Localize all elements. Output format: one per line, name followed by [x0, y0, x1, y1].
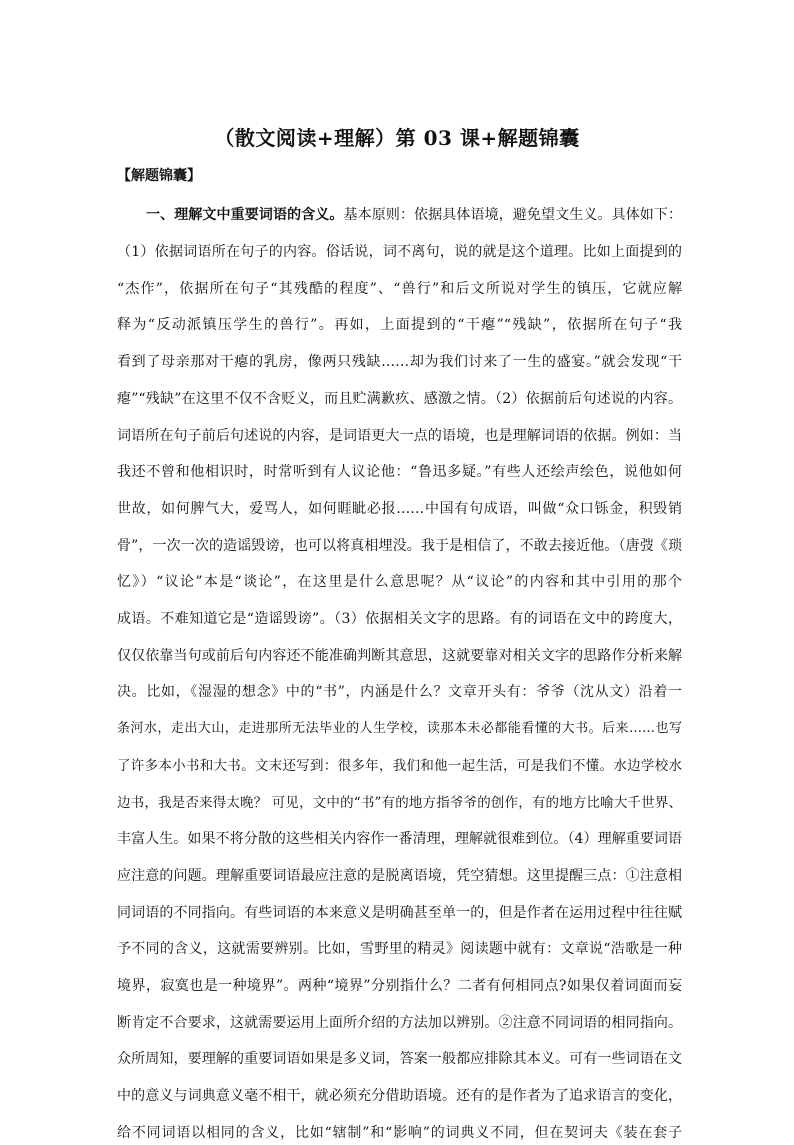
body-line: 予不同的含义，这就需要辨别。比如，雪野里的精灵》阅读题中就有：文章说“浩歌是一种	[117, 941, 682, 957]
body-line: 骨”，一次一次的造谣毁谤，也可以将真相埋没。我于是相信了，不敢去接近他。（唐弢《琐	[117, 538, 682, 554]
first-paragraph-line	[146, 203, 682, 227]
body-line: 世故，如何脾气大，爱骂人，如何睚眦必报……中国有句成语，叫做“众口铄金，积毁销	[117, 501, 682, 517]
page-title: （散文阅读+理解）第 03 课+解题锦囊	[214, 126, 580, 150]
body-line: 仅仅依靠当句或前后句内容还不能准确判断其意思，这就要靠对相关文字的思路作分析来解	[117, 648, 682, 664]
body-line: 词语所在句子前后句述说的内容，是词语更大一点的语境，也是理解词语的依据。例如：当	[117, 428, 682, 444]
section-label: 【解题锦囊】	[117, 168, 201, 184]
body-line: 瘪”“残缺”在这里不仅不含贬义，而且贮满歉疚、感激之情。（2）依据前后句述说的内容。	[117, 391, 682, 407]
body-line: 境界，寂寞也是一种境界”。两种“境界”分别指什么？二者有何相同点?如果仅着词面而妄	[117, 978, 682, 994]
body-line: 给不同词语以相同的含义，比如“辖制”和“影响”的词典义不同，但在契诃夫《装在套子	[117, 1125, 682, 1141]
body-line: （1）依据词语所在句子的内容。俗话说，词不离句，说的就是这个道理。比如上面提到的	[117, 244, 682, 260]
body-line: 同词语的不同指向。有些词语的本来意义是明确甚至单一的，但是作者在运用过程中往往赋	[117, 905, 682, 921]
body-line: “杰作”，依据所在句子“其残酷的程度”、“兽行”和后文所说对学生的镇压，它就应解	[117, 281, 682, 297]
heading-rest-text: 基本原则：依据具体语境，避免望文生义。具体如下：	[343, 207, 682, 223]
body-line: 忆》）“议论”本是“谈论”，在这里是什么意思呢？从“议论”的内容和其中引用的那个	[117, 574, 682, 590]
body-line: 成语。不难知道它是“造谣毁谤”。（3）依据相关文字的思路。有的词语在文中的跨度大，	[117, 611, 682, 627]
body-line: 中的意义与词典意义毫不相干，就必须充分借助语境。还有的是作者为了追求语言的变化，	[117, 1088, 682, 1104]
body-line: 断肯定不合要求，这就需要运用上面所介绍的方法加以辨别。②注意不同词语的相同指向。	[117, 1015, 682, 1031]
body-line: 条河水，走出大山，走进那所无法毕业的人生学校，读那本未必都能看懂的大书。后来……也写	[117, 721, 682, 736]
body-line: 众所周知，要理解的重要词语如果是多义词，答案一般都应排除其本义。可有一些词语在文	[117, 1051, 682, 1067]
bold-heading-text: 一、理解文中重要词语的含义。	[146, 207, 344, 223]
body-line: 看到了母亲那对干瘪的乳房，像两只残缺……却为我们讨来了一生的盛宴。”就会发现“干	[117, 354, 682, 370]
body-line: 我还不曾和他相识时，时常听到有人议论他：“鲁迅多疑。”有些人还绘声绘色，说他如何	[117, 464, 682, 480]
body-line: 释为“反动派镇压学生的兽行”。再如，上面提到的“干瘪”“残缺”，依据所在句子“我	[117, 317, 682, 333]
body-line: 应注意的问题。理解重要词语最应注意的是脱离语境，凭空猜想。这里提醒三点：①注意相	[117, 868, 682, 884]
body-line: 边书，我是否来得太晚？ 可见，文中的“书”有的地方指爷爷的创作，有的地方比喻大千世界、	[117, 795, 682, 811]
body-line: 丰富人生。如果不将分散的这些相关内容作一番清理，理解就很难到位。（4）理解重要词语	[117, 831, 682, 847]
body-line: 了许多本小书和大书。文末还写到：很多年，我们和他一起生活，可是我们不懂。水边学校水	[117, 758, 682, 774]
body-line: 决。比如，《湿湿的想念》中的“书”，内涵是什么？文章开头有：爷爷（沈从文）沿着一	[117, 684, 682, 700]
